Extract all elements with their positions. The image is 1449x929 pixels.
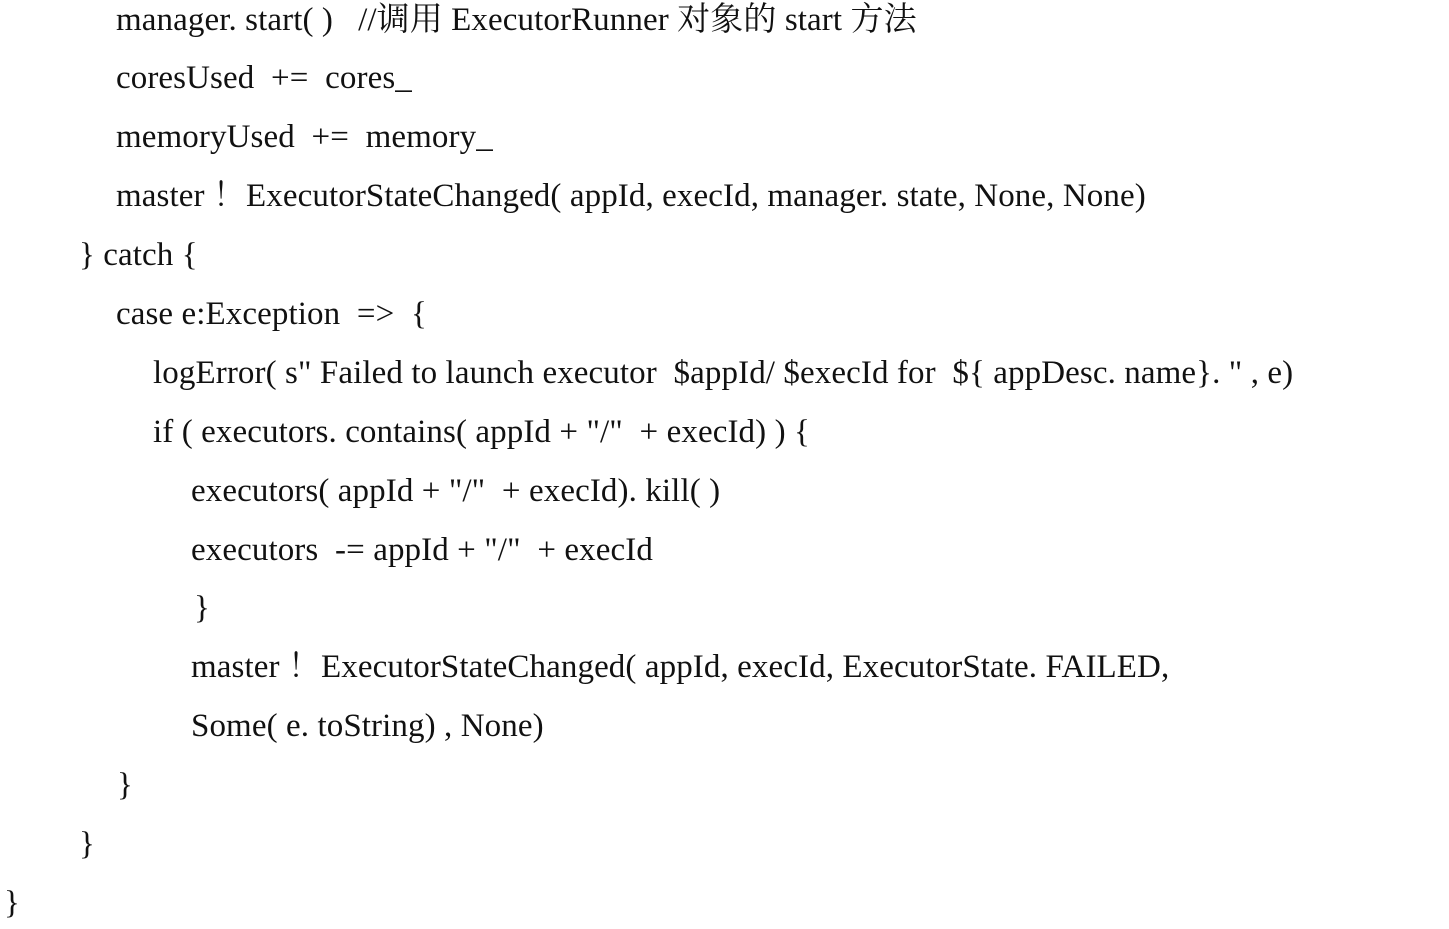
code-line: logError( s" Failed to launch executor $appId/ $execId for ${ appDesc. name}. " , e) (153, 355, 1294, 391)
code-line: executors -= appId + "/" + execId (191, 532, 653, 568)
code-line: Some( e. toString) , None) (191, 708, 544, 744)
code-line: memoryUsed += memory_ (116, 119, 493, 155)
code-line: } (117, 767, 133, 803)
code-line: executors( appId + "/" + execId). kill( ) (191, 473, 721, 509)
code-line: manager. start( ) //调用 ExecutorRunner 对象的 start 方法 (116, 2, 917, 38)
code-line: } (194, 590, 210, 626)
code-line: coresUsed += cores_ (116, 60, 412, 96)
code-line: if ( executors. contains( appId + "/" + execId) ) { (153, 414, 810, 450)
code-line: master ！ExecutorStateChanged( appId, execId, ExecutorState. FAILED, (191, 649, 1170, 685)
code-line: master ！ExecutorStateChanged( appId, execId, manager. state, None, None) (116, 178, 1146, 214)
code-line: } (4, 885, 20, 921)
code-line: } (79, 826, 95, 862)
code-line: case e:Exception => { (116, 296, 427, 332)
code-line: } catch { (79, 237, 198, 273)
